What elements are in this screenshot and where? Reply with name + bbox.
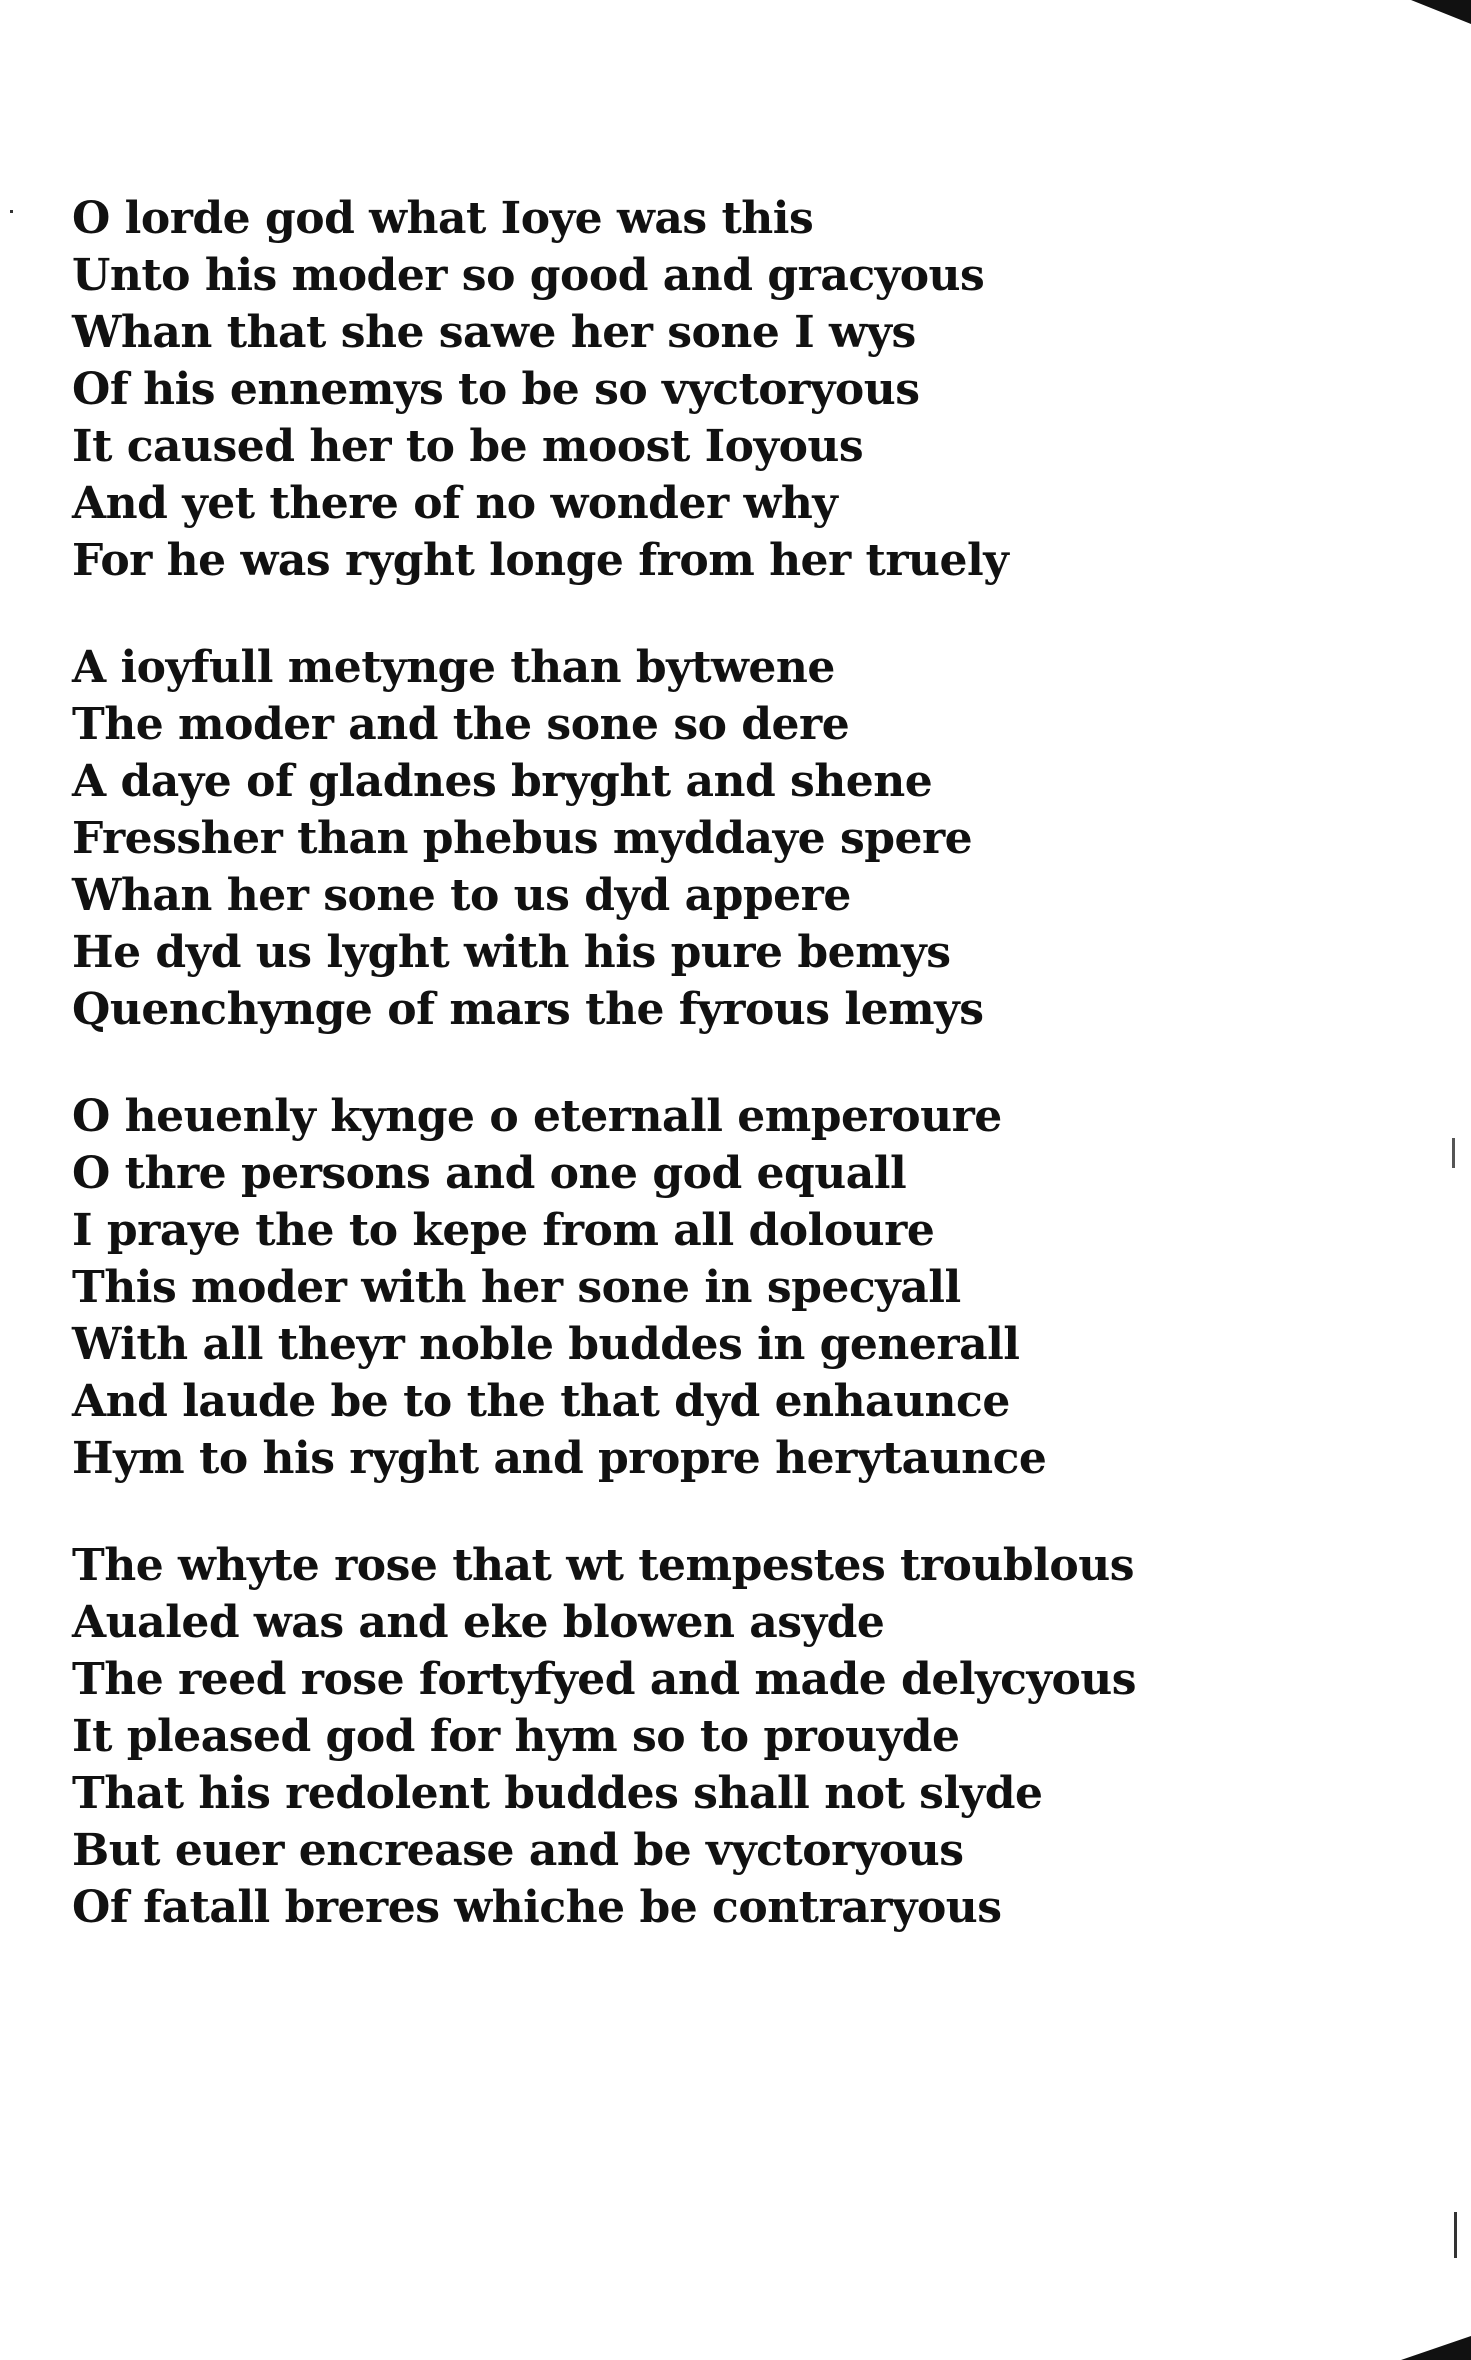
stanza-1	[72, 190, 1112, 589]
verse-line: I praye the to kepe from all doloure	[72, 1205, 935, 1256]
edge-tick	[1454, 2212, 1457, 2258]
verse-line: Hym to his ryght and propre herytaunce	[72, 1433, 1047, 1484]
verse-line: For he was ryght longe from her truely	[72, 535, 1009, 586]
verse-line: O heuenly kynge o eternall emperoure	[72, 1091, 1002, 1142]
verse-line: A ioyfull metynge than bytwene	[72, 642, 835, 693]
stanza-3	[72, 1088, 1112, 1487]
edge-tick	[1452, 1138, 1455, 1168]
verse-line: It caused her to be moost Ioyous	[72, 421, 864, 472]
verse-line: O thre persons and one god equall	[72, 1148, 907, 1199]
verse-line: But euer encrease and be vyctoryous	[72, 1825, 964, 1876]
verse-line: Fressher than phebus myddaye spere	[72, 813, 973, 864]
verse-line: This moder with her sone in specyall	[72, 1262, 961, 1313]
verse-line: And laude be to the that dyd enhaunce	[72, 1376, 1010, 1427]
verse-line: The moder and the sone so dere	[72, 699, 850, 750]
stanza-2	[72, 639, 1112, 1038]
verse-line: A daye of gladnes bryght and shene	[72, 756, 933, 807]
stanza-4	[72, 1537, 1137, 1936]
edge-dot	[10, 210, 13, 213]
poem-text	[72, 190, 1137, 1986]
corner-mark-top	[1411, 0, 1471, 24]
verse-line: Of fatall breres whiche be contraryous	[72, 1882, 1002, 1933]
verse-line: That his redolent buddes shall not slyde	[72, 1768, 1043, 1819]
verse-line: It pleased god for hym so to prouyde	[72, 1711, 960, 1762]
verse-line: Quenchynge of mars the fyrous lemys	[72, 984, 984, 1035]
corner-mark-bottom	[1401, 2336, 1471, 2360]
verse-line: He dyd us lyght with his pure bemys	[72, 927, 951, 978]
verse-line: Aualed was and eke blowen asyde	[72, 1597, 885, 1648]
verse-line: Unto his moder so good and gracyous	[72, 250, 985, 301]
verse-line: With all theyr noble buddes in generall	[72, 1319, 1020, 1370]
verse-line: The whyte rose that wt tempestes troublous	[72, 1540, 1134, 1591]
verse-line: Of his ennemys to be so vyctoryous	[72, 364, 920, 415]
verse-line: Whan that she sawe her sone I wys	[72, 307, 916, 358]
verse-line: The reed rose fortyfyed and made delycyous	[72, 1654, 1137, 1705]
verse-line: O lorde god what Ioye was this	[72, 193, 814, 244]
verse-line: And yet there of no wonder why	[72, 478, 838, 529]
verse-line: Whan her sone to us dyd appere	[72, 870, 851, 921]
